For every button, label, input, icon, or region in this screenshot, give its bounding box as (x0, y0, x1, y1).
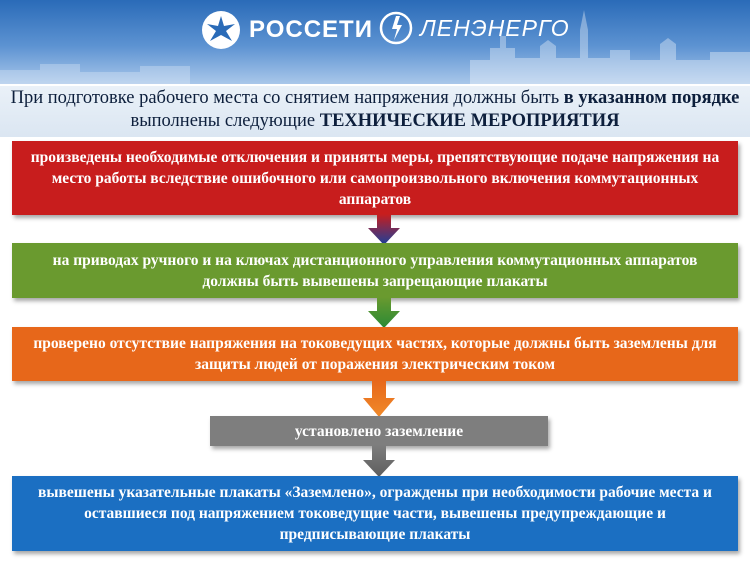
step-text-1: произведены необходимые отключения и приняты меры, препятствующие подаче напряжения на место работы вследствие ошибочного или самопроизвольного включения коммутационных аппаратов (30, 148, 720, 208)
title-part1: При подготовке рабочего места со снятием напряжения должны быть (10, 88, 564, 108)
step-box-4 (210, 416, 548, 446)
lenenergo-wordmark: ЛЕНЭНЕРГО (420, 14, 570, 41)
arrow-down-icon-2 (367, 297, 401, 329)
title-part2: выполнены следующие (130, 111, 320, 131)
step-text-3: проверено отсутствие напряжения на токоведущих частях, которые должны быть заземлены для защиты людей от поражения электрическим током (33, 335, 717, 373)
title-bold-measures: ТЕХНИЧЕСКИЕ МЕРОПРИЯТИЯ (319, 111, 620, 131)
arrow-down-icon-4 (362, 445, 396, 478)
header-banner (0, 0, 750, 84)
step-box-2 (12, 243, 738, 298)
rosseti-emblem-icon (201, 10, 241, 50)
city-skyline-image (0, 0, 750, 84)
rosseti-wordmark: РОССЕТИ (249, 16, 373, 43)
step-text-2: на приводах ручного и на ключах дистанционного управления коммутационных аппаратов должны быть вывешены запрещающие плакаты (52, 251, 698, 290)
arrow-down-icon-1 (367, 214, 401, 246)
arrow-down-icon-3 (362, 380, 396, 418)
step-box-5 (12, 476, 738, 551)
rosseti-logo (201, 10, 373, 50)
lenenergo-logo (378, 10, 570, 46)
step-text-5: вывешены указательные плакаты «Заземлено», ограждены при необходимости рабочие места и оставшиеся под напряжением токоведущие части, вывешены предупреждающие и предписывающие плакаты (38, 484, 712, 543)
page-title (10, 87, 740, 133)
step-box-3 (12, 327, 738, 381)
step-text-4: установлено заземление (294, 422, 464, 440)
step-box-1 (12, 141, 738, 215)
title-bold-order: в указанном порядке (563, 88, 740, 108)
lenenergo-emblem-icon (378, 10, 414, 46)
